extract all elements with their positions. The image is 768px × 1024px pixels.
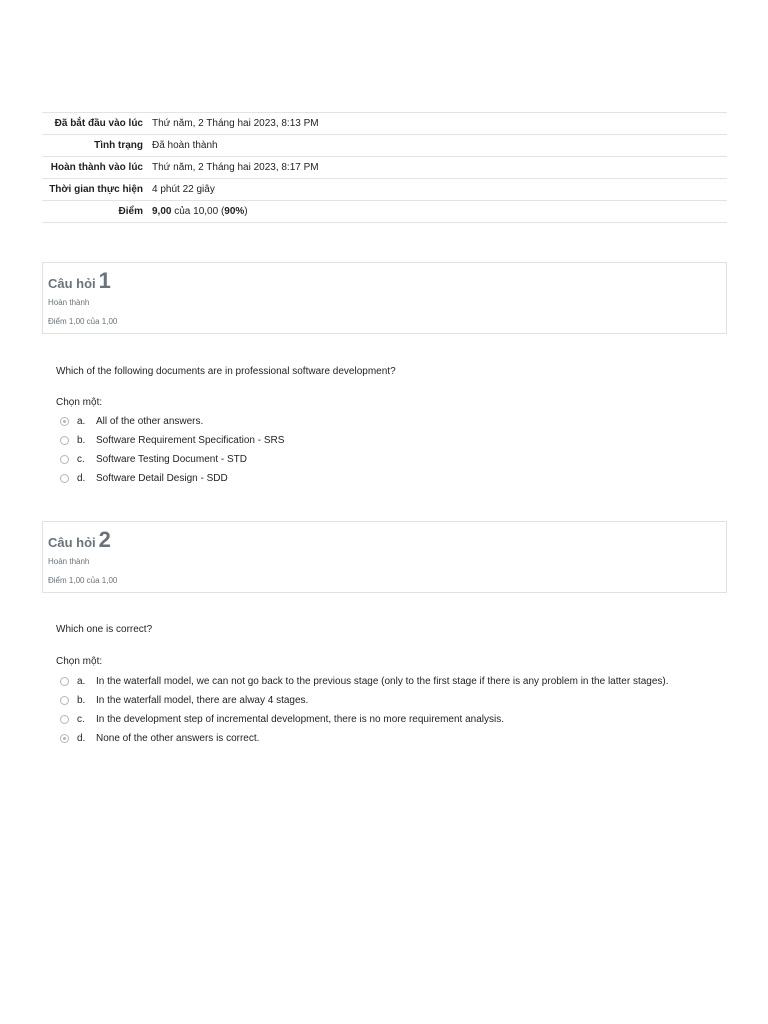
summary-value xyxy=(148,201,727,223)
answer-letter: d. xyxy=(77,473,86,484)
radio-selected-icon[interactable] xyxy=(60,417,69,426)
radio-icon[interactable] xyxy=(60,455,69,464)
summary-label: Tình trạng xyxy=(42,135,148,157)
question-2-text: Which one is correct? xyxy=(56,624,153,635)
answer-text: In the development step of incremental development, there is no more requirement analysis. xyxy=(96,714,504,725)
radio-icon[interactable] xyxy=(60,436,69,445)
summary-value: Đã hoàn thành xyxy=(148,135,727,157)
question-state: Hoàn thành xyxy=(48,298,90,307)
answer-letter: c. xyxy=(77,714,85,725)
question-label: Câu hỏi xyxy=(48,535,96,550)
question-2-prompt: Chọn một: xyxy=(56,656,103,667)
radio-icon[interactable] xyxy=(60,677,69,686)
summary-row-state xyxy=(42,135,727,157)
answer-option[interactable] xyxy=(60,431,720,450)
answer-text: Software Testing Document - STD xyxy=(96,454,247,465)
radio-icon[interactable] xyxy=(60,696,69,705)
grade-percent: 90% xyxy=(224,206,245,217)
question-1-answers xyxy=(60,412,720,488)
answer-letter: a. xyxy=(77,416,86,427)
answer-option[interactable] xyxy=(60,691,720,710)
summary-label: Hoàn thành vào lúc xyxy=(42,157,148,179)
summary-row-grade xyxy=(42,201,727,223)
question-number xyxy=(48,268,111,294)
question-state: Hoàn thành xyxy=(48,557,90,566)
question-2-answers xyxy=(60,672,720,748)
summary-row-duration xyxy=(42,179,727,201)
grade-score: 9,00 xyxy=(152,206,172,217)
answer-text: Software Requirement Specification - SRS xyxy=(96,435,285,446)
summary-value: 4 phút 22 giây xyxy=(148,179,727,201)
summary-label: Điểm xyxy=(42,201,148,223)
answer-option[interactable] xyxy=(60,450,720,469)
radio-selected-icon[interactable] xyxy=(60,734,69,743)
summary-row-completed xyxy=(42,157,727,179)
grade-out-of: của 10,00 ( xyxy=(171,206,225,217)
answer-letter: c. xyxy=(77,454,85,465)
question-number-value: 2 xyxy=(98,527,111,552)
question-grade: Điểm 1,00 của 1,00 xyxy=(48,317,118,326)
answer-letter: b. xyxy=(77,695,86,706)
answer-option[interactable] xyxy=(60,469,720,488)
answer-text: In the waterfall model, there are alway 4 stages. xyxy=(96,695,309,706)
summary-value: Thứ năm, 2 Tháng hai 2023, 8:13 PM xyxy=(148,113,727,135)
answer-letter: a. xyxy=(77,676,86,687)
question-1-text: Which of the following documents are in professional software development? xyxy=(56,366,396,377)
question-1-info xyxy=(42,262,727,334)
summary-value: Thứ năm, 2 Tháng hai 2023, 8:17 PM xyxy=(148,157,727,179)
radio-icon[interactable] xyxy=(60,715,69,724)
question-number-value: 1 xyxy=(98,268,111,293)
answer-option[interactable] xyxy=(60,710,720,729)
question-number xyxy=(48,527,111,553)
grade-close-paren: ) xyxy=(244,206,248,217)
answer-text: In the waterfall model, we can not go back to the previous stage (only to the first stage if there is any problem in the latter stages). xyxy=(96,676,669,687)
answer-option[interactable] xyxy=(60,412,720,431)
answer-text: None of the other answers is correct. xyxy=(96,733,260,744)
quiz-summary-table xyxy=(42,112,727,223)
question-2-info xyxy=(42,521,727,593)
question-grade: Điểm 1,00 của 1,00 xyxy=(48,576,118,585)
answer-text: Software Detail Design - SDD xyxy=(96,473,228,484)
summary-label: Thời gian thực hiện xyxy=(42,179,148,201)
question-1-prompt: Chọn một: xyxy=(56,397,103,408)
answer-text: All of the other answers. xyxy=(96,416,204,427)
summary-label: Đã bắt đầu vào lúc xyxy=(42,113,148,135)
radio-icon[interactable] xyxy=(60,474,69,483)
answer-letter: b. xyxy=(77,435,86,446)
question-label: Câu hỏi xyxy=(48,276,96,291)
answer-letter: d. xyxy=(77,733,86,744)
answer-option[interactable] xyxy=(60,672,720,691)
summary-row-started xyxy=(42,113,727,135)
answer-option[interactable] xyxy=(60,729,720,748)
